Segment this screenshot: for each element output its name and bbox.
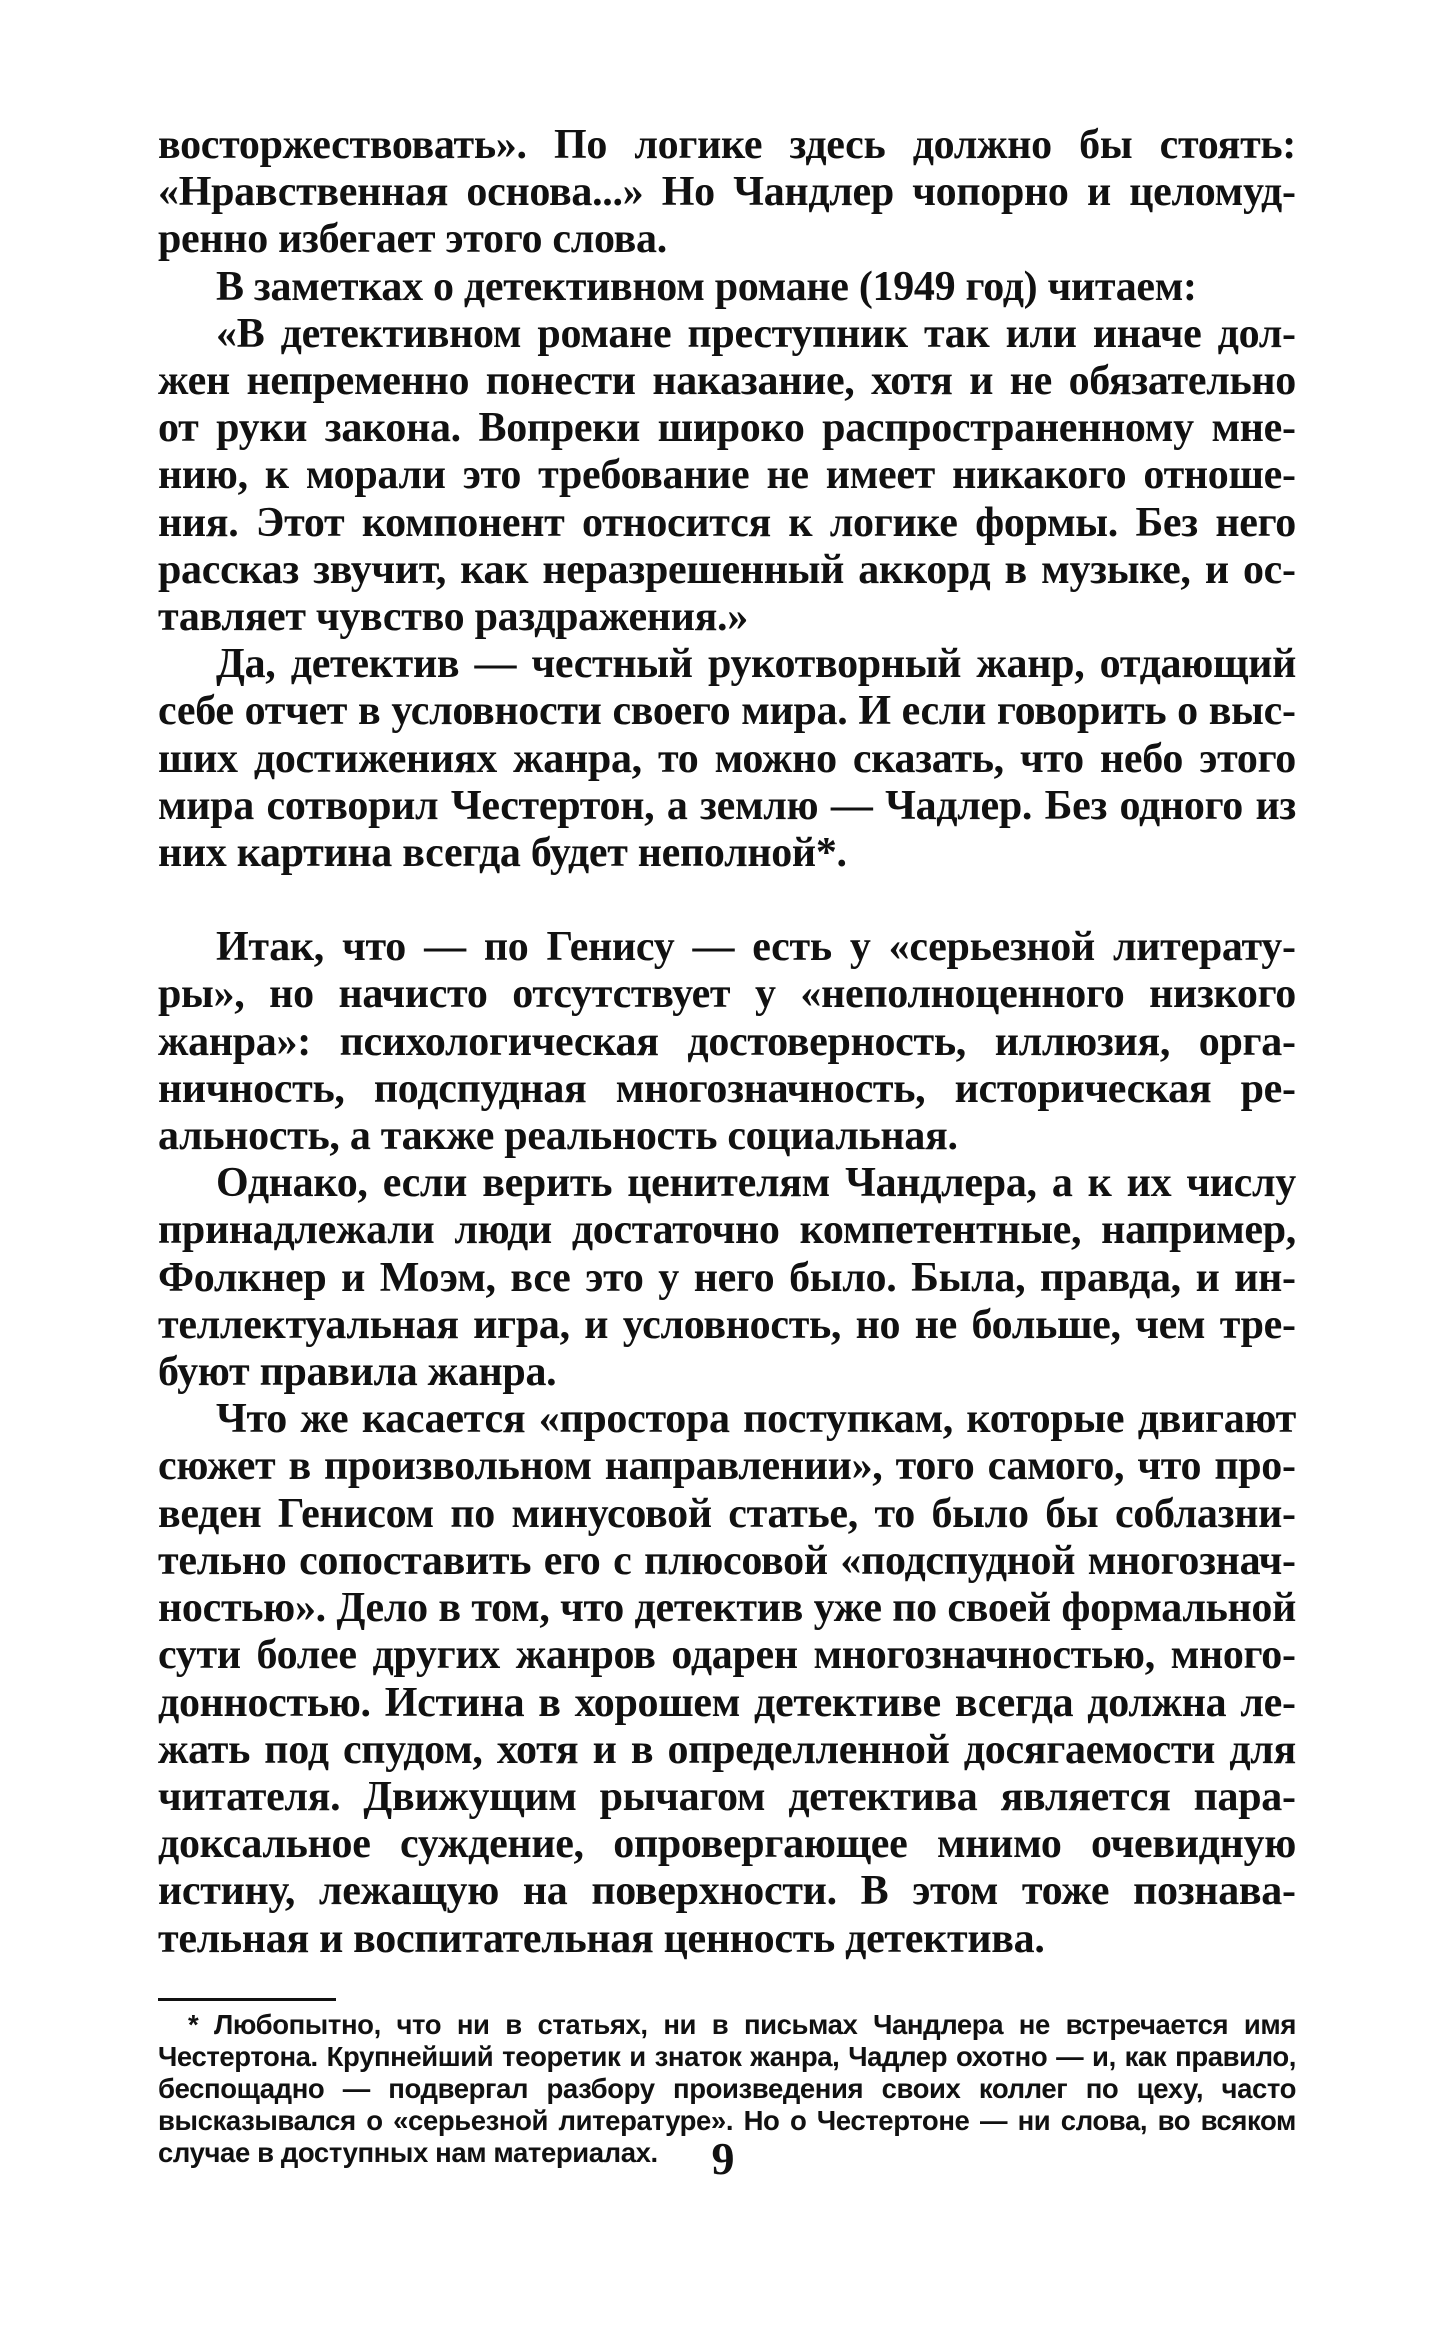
paragraph-notes-intro: В заметках о детективном романе (1949 год) читаем: xyxy=(216,263,1197,310)
paragraph-detective-genre: Да, детектив — честный рукотворный жанр, отдающий себе отчет в условности своего мира. И если говорить о высших достижениях жанра, то можно сказать, что небо этого мира сотворил Честертон, а землю — Чадлер. Без одного из них картина всегда будет неполной*. xyxy=(158,641,1296,877)
paragraph-continuation: восторжествовать». По логике здесь должно бы стоять: «Нравственная основа...» Но Чандлер чопорно и целомудренно избегает этого слова. xyxy=(158,122,1296,263)
page-body xyxy=(158,122,1296,2169)
footnote: * Любопытно, что ни в статьях, ни в письмах Чандлера не встречается имя Честертона. Крупнейший теоретик и знаток жанра, Чадлер охотно — и, как правило, беспощадно — подвергал разбору произведения своих коллег по цеху, часто высказывался о «серьезной литературе». Но о Честертоне — ни слова, во всяком случае в доступных нам материалах. xyxy=(158,2008,1296,2168)
paragraph-admirers: Однако, если верить ценителям Чандлера, а к их числу принадлежали люди достаточно компетентные, например, Фолкнер и Моэм, все это у него было. Была, правда, и интеллектуальная игра, и условность, но не больше, чем требуют правила жанра. xyxy=(158,1160,1296,1396)
paragraph-genis: Итак, что — по Генису — есть у «серьезной литературы», но начисто отсутствует у «неполноценного низкого жанра»: психологическая достоверность, иллюзия, органичность, подспудная многозначность, историческая реальность, а также реальность социальная. xyxy=(158,924,1296,1160)
page-number: 9 xyxy=(711,2133,735,2184)
paragraph-quote: «В детективном романе преступник так или иначе должен непременно понести наказание, хотя и не обязательно от руки закона. Вопреки широко распространенному мнению, к морали это требование не имеет никакого отношения. Этот компонент относится к логике формы. Без него рассказ звучит, как неразрешенный аккорд в музыке, и оставляет чувство раздражения.» xyxy=(158,310,1296,641)
section-gap xyxy=(158,877,1296,924)
paragraph-plot: Что же касается «простора поступкам, которые двигают сюжет в произвольном направлении», того самого, что проведен Генисом по минусовой статье, то было бы соблазнительно сопоставить его с плюсовой «подспудной многозначностью». Дело в том, что детектив уже по своей формальной сути более других жанров одарен многозначностью, многодонностью. Истина в хорошем детективе всегда должна лежать под спудом, хотя и в определленной досягаемости для читателя. Движущим рычагом детектива является парадоксальное суждение, опровергающее мнимо очевидную истину, лежащую на поверхности. В этом тоже познавательная и воспитательная ценность детектива. xyxy=(158,1396,1296,1962)
footnote-divider xyxy=(158,1998,336,2001)
